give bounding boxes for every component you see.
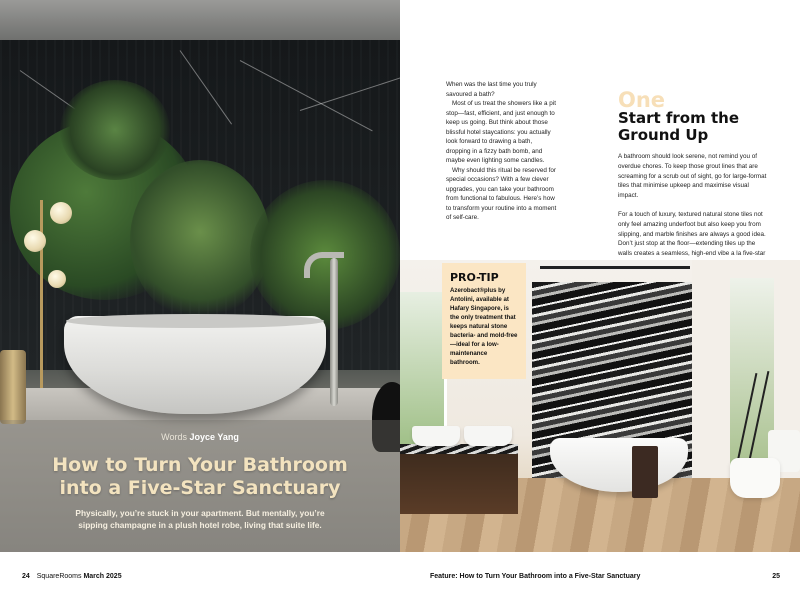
wood-vanity — [400, 448, 518, 514]
pendant-light-bar — [540, 266, 690, 269]
section-title: Start from the Ground Up — [618, 109, 739, 144]
article-standfirst: Physically, you’re stuck in your apartment. But mentally, you’re sipping champagne in a plush hotel robe, living that suite life. — [75, 508, 325, 530]
article-headline: How to Turn Your Bathroom into a Five-Star Sanctuary — [52, 454, 348, 499]
faucet-spout — [304, 252, 344, 278]
garden-window — [400, 292, 447, 448]
left-page-number: 24 — [22, 573, 30, 580]
lamp-globe — [24, 230, 46, 252]
byline-prefix: Words — [161, 432, 187, 442]
pro-tip-body: Azerobact®plus by Antolini, available at Hafary Singapore, is the only treatment that keeps natural stone bacteria- and mold-free—ideal for a low-maintenance bathroom. — [450, 287, 518, 366]
photo-ceiling — [0, 0, 400, 42]
brass-side-table — [0, 350, 26, 424]
intro-paragraph: When was the last time you truly savoured a bath? — [446, 81, 537, 98]
left-folio — [22, 573, 122, 580]
right-page-number: 25 — [772, 573, 780, 580]
tropical-plant — [60, 80, 170, 180]
right-folio — [430, 573, 780, 580]
section-body — [618, 152, 768, 278]
vessel-basin — [412, 426, 460, 446]
feature-label: Feature: How to Turn Your Bathroom into a Five-Star Sanctuary — [430, 573, 641, 580]
pro-tip-box — [442, 263, 526, 379]
tropical-plant — [130, 160, 270, 320]
lamp-globe — [50, 202, 72, 224]
bathtub-rim — [66, 314, 324, 328]
pro-tip-title: PRO-TIP — [450, 271, 499, 284]
brown-towel — [632, 446, 658, 498]
intro-column — [446, 80, 558, 223]
toilet — [730, 458, 780, 498]
publication-name: SquareRooms — [36, 573, 82, 580]
section-number: One — [618, 88, 666, 112]
byline — [0, 432, 400, 442]
section-paragraph: A bathroom should look serene, not remind you of overdue chores. To keep those grout lines that are screaming for a scrub out of sight, go for large-format tiles that minimise upkeep and maximise visual impact. — [618, 153, 767, 200]
issue-date: March 2025 — [83, 573, 122, 580]
intro-paragraph: Most of us treat the showers like a pit stop—fast, efficient, and just enough to keep us going. But think about those blissful hotel staycations: you actually look forward to drawing a bath, dropping in a fizzy bath bomb, and maybe even lighting some candles. — [446, 100, 556, 164]
floor-faucet — [330, 258, 338, 406]
intro-paragraph: Why should this ritual be reserved for special occasions? With a few clever upgrades, you can take your bathroom from functional to fabulous. Here’s how to transform your routine into a moment of self-care. — [446, 166, 557, 221]
vessel-basin — [464, 426, 512, 446]
byline-author: Joyce Yang — [189, 432, 239, 442]
lamp-globe — [48, 270, 66, 288]
section-paragraph: For a touch of luxury, textured natural stone tiles not only feel amazing underfoot but also keep you from slipping, and marble finishes are always a good idea. Don’t just stop at the floor—extending tiles up the walls creates a seamless, high-end vibe a la five-star — [618, 210, 766, 258]
